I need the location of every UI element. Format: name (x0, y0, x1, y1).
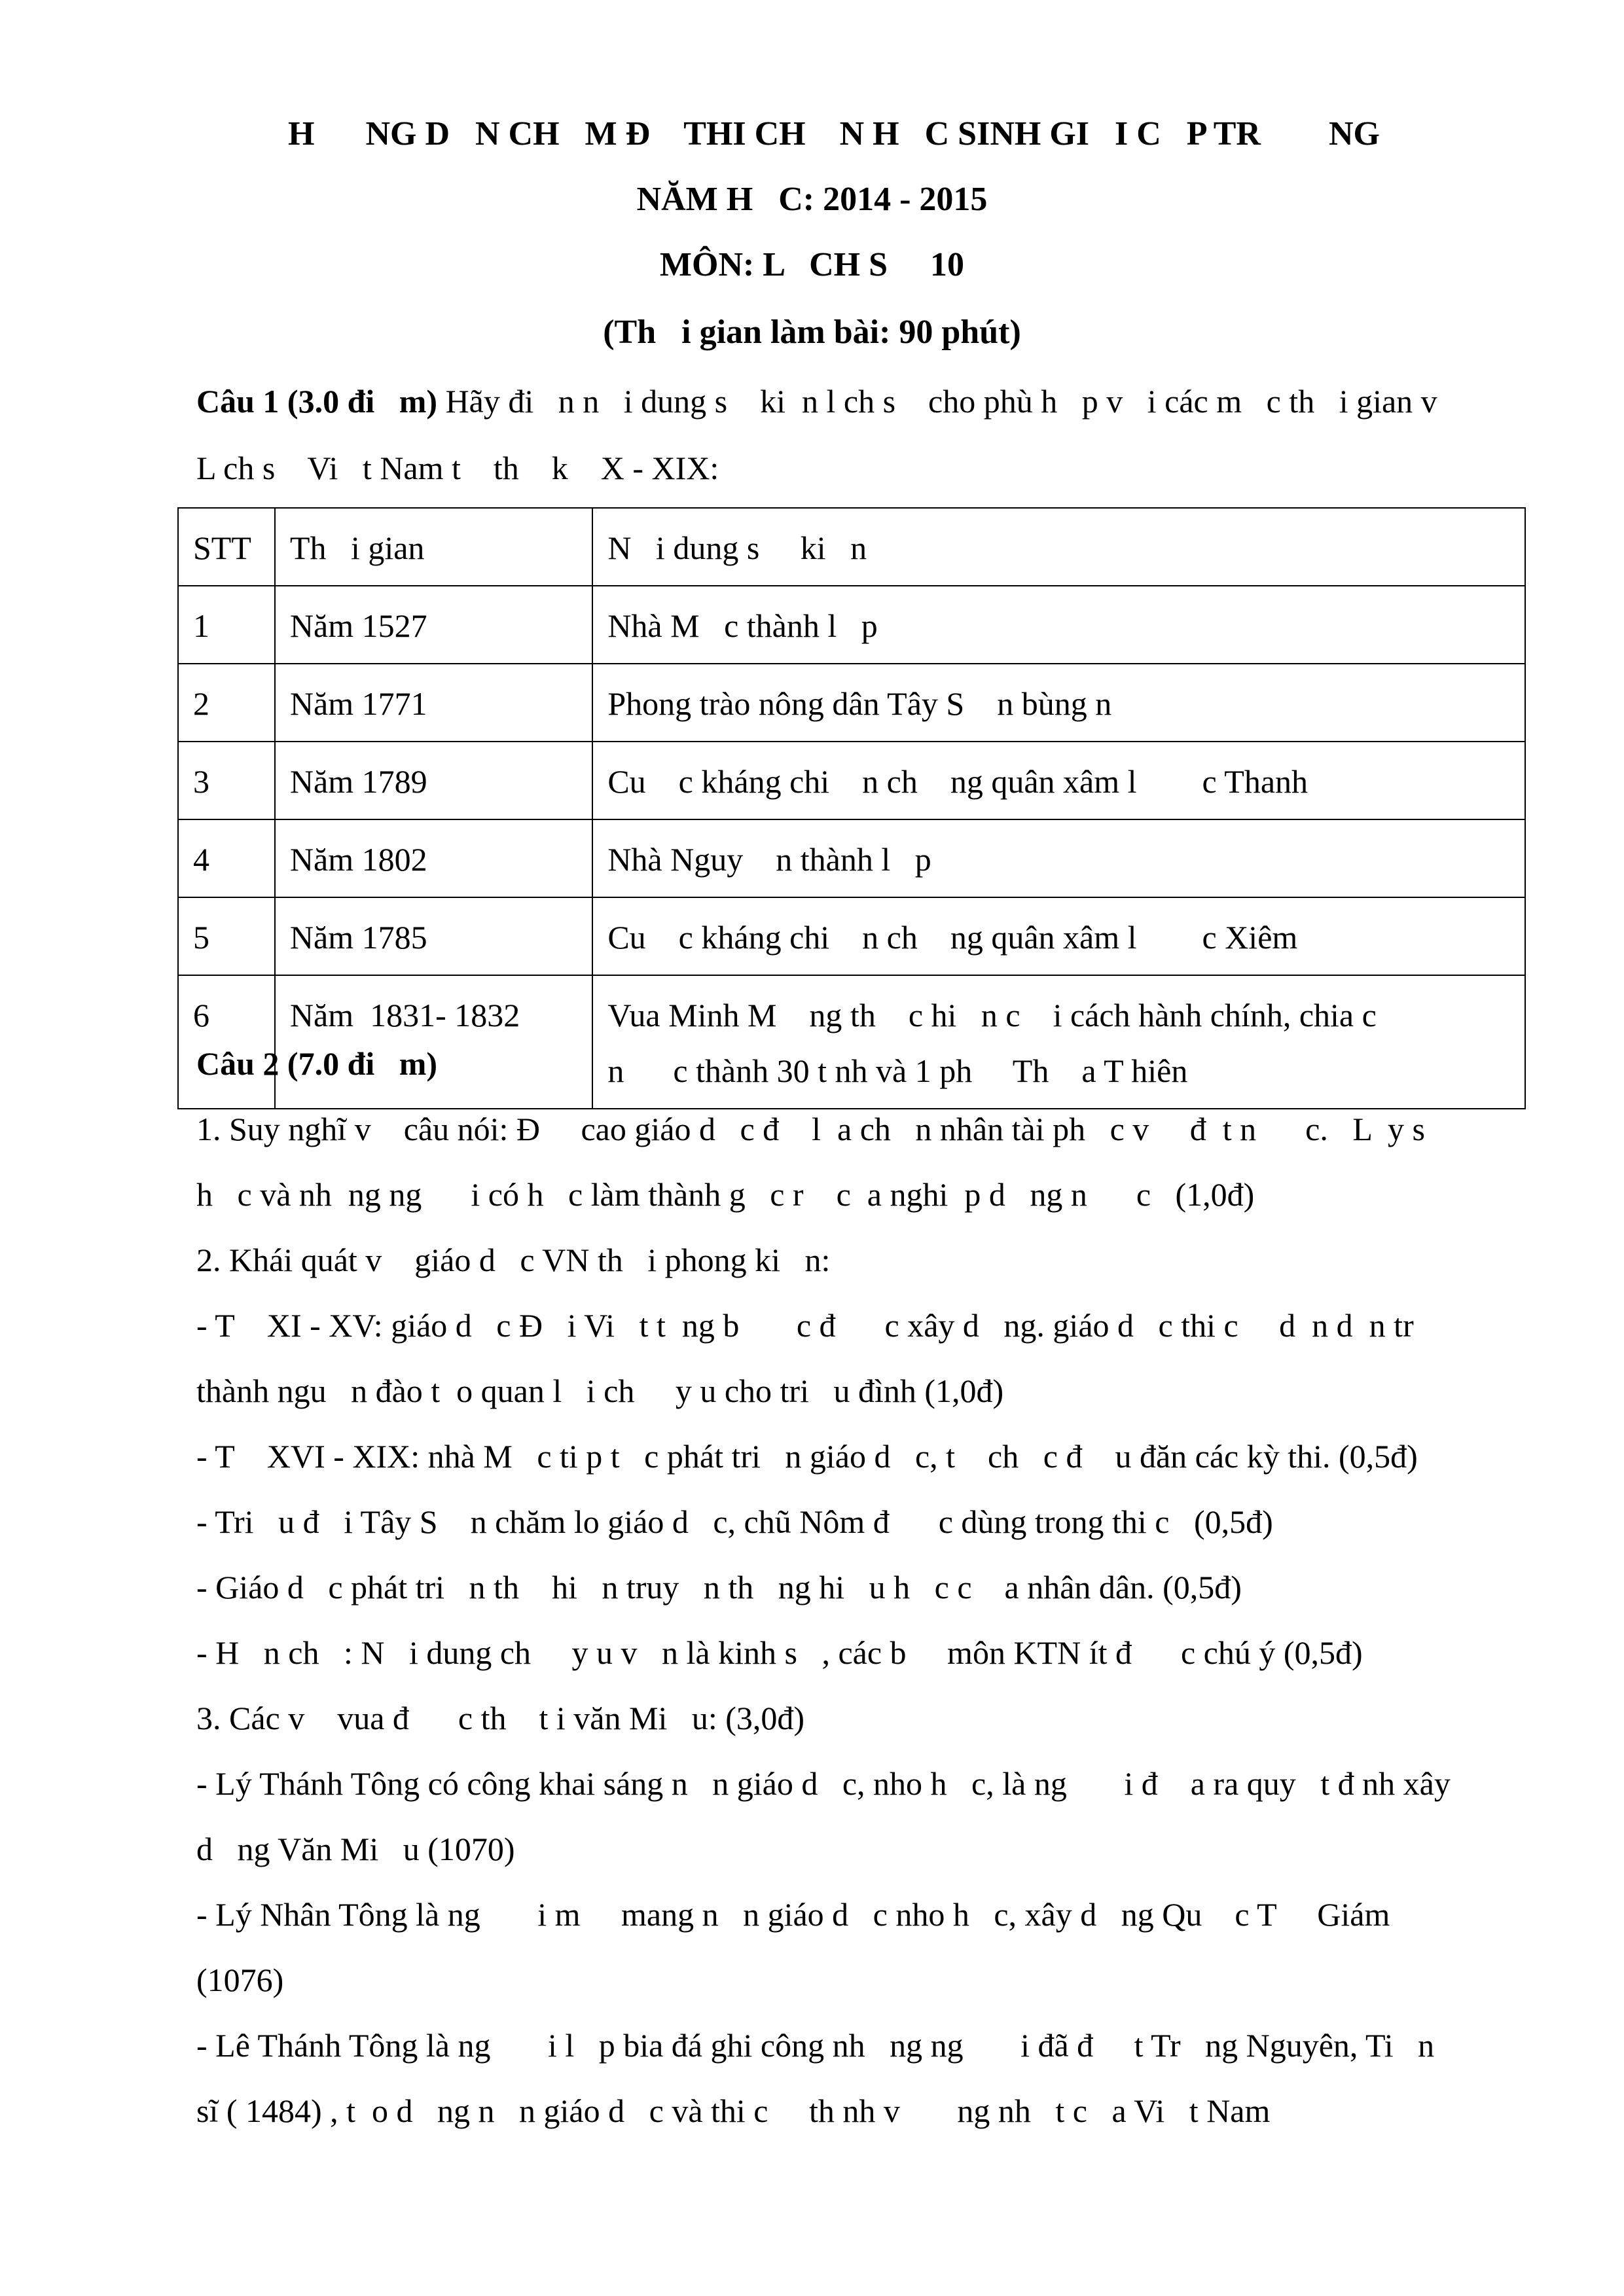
table-row (178, 586, 1525, 664)
table-cell-stt: 5 (178, 897, 275, 975)
table-row (178, 664, 1525, 742)
table-cell-stt: 3 (178, 742, 275, 819)
answer-line: - Giáo d c phát tri n th hi n truy n th ng hi u h c c a nhân dân. (0,5đ) (196, 1569, 1242, 1605)
table-header-event: N i dung s ki n (592, 508, 1525, 586)
table-cell-time: Năm 1785 (275, 897, 592, 975)
table-cell-stt: 2 (178, 664, 275, 742)
answer-line: sĩ ( 1484) , t o d ng n n giáo d c và thi c th nh v ng nh t c a Vi t Nam (196, 2092, 1271, 2129)
table-cell-time: Năm 1802 (275, 819, 592, 897)
answer-line: - Tri u đ i Tây S n chăm lo giáo d c, chũ Nôm đ c dùng trong thi c (0,5đ) (196, 1503, 1273, 1540)
answer-line: - T XVI - XIX: nhà M c ti p t c phát tri n giáo d c, t ch c đ u đăn các kỳ thi. (0,5đ) (196, 1438, 1418, 1475)
table-header-row (178, 508, 1525, 586)
table-cell-time: Năm 1527 (275, 586, 592, 664)
table-cell-stt: 6 (178, 975, 275, 1109)
document-title-subject: MÔN: L CH S 10 (659, 246, 965, 283)
answer-line: 1. Suy nghĩ v câu nói: Đ cao giáo d c đ l a ch n nhân tài ph c v đ t n c. L y s (196, 1111, 1426, 1147)
answer-line: d ng Văn Mi u (1070) (196, 1831, 515, 1867)
answer-line: - Lê Thánh Tông là ng i l p bia đá ghi công nh ng ng i đã đ t Tr ng Nguyên, Ti n (196, 2027, 1435, 2064)
document-title-duration: (Th i gian làm bài: 90 phút) (603, 314, 1021, 351)
table-row (178, 819, 1525, 897)
table-cell-event: Cu c kháng chi n ch ng quân xâm l c Thanh (592, 742, 1525, 819)
answer-line: - Lý Nhân Tông là ng i m mang n n giáo d c nho h c, xây d ng Qu c T Giám (196, 1896, 1390, 1933)
table-cell-stt: 1 (178, 586, 275, 664)
answer-line: 2. Khái quát v giáo d c VN th i phong ki n: (196, 1242, 831, 1278)
table-row (178, 897, 1525, 975)
table-cell-time: Năm 1831- 1832 (275, 975, 592, 1109)
answer-line: 3. Các v vua đ c th t i văn Mi u: (3,0đ) (196, 1700, 805, 1736)
table-row (178, 975, 1525, 1109)
table-cell-stt: 4 (178, 819, 275, 897)
table-row (178, 742, 1525, 819)
question-1-text-part-1: Hãy đi n n i dung s ki n l ch s cho phù h p v i các m c th i gian v (437, 383, 1437, 420)
table-cell-event: Phong trào nông dân Tây S n bùng n (592, 664, 1525, 742)
table-cell-event: Vua Minh M ng th c hi n c i cách hành chính, chia c n c thành 30 t nh và 1 ph Th a T hiên (592, 975, 1525, 1109)
table-cell-event: Nhà Nguy n thành l p (592, 819, 1525, 897)
answer-line: - Lý Thánh Tông có công khai sáng n n giáo d c, nho h c, là ng i đ a ra quy t đ nh xây (196, 1765, 1451, 1802)
table-cell-time: Năm 1771 (275, 664, 592, 742)
table-header-stt: STT (178, 508, 275, 586)
question-1-prompt (196, 385, 1437, 418)
answer-line: h c và nh ng ng i có h c làm thành g c r c a nghi p d ng n c (1,0đ) (196, 1176, 1255, 1213)
table-cell-event: Nhà M c thành l p (592, 586, 1525, 664)
answer-line: thành ngu n đào t o quan l i ch y u cho tri u đình (1,0đ) (196, 1372, 1004, 1409)
document-title-line-1: H NG D N CH M Đ THI CH N H C SINH GI I C P TR NG (288, 115, 1380, 152)
answer-line: (1076) (196, 1962, 284, 1998)
question-1-label: Câu 1 (3.0 đi m) (196, 383, 438, 420)
document-title-school-year: NĂM H C: 2014 - 2015 (636, 181, 988, 218)
table-cell-time: Năm 1789 (275, 742, 592, 819)
question-2-label: Câu 2 (7.0 đi m) (196, 1045, 438, 1082)
events-table (177, 507, 1526, 1109)
answer-line: - H n ch : N i dung ch y u v n là kinh s , các b môn KTN ít đ c chú ý (0,5đ) (196, 1634, 1363, 1671)
table-header-time: Th i gian (275, 508, 592, 586)
table-cell-event: Cu c kháng chi n ch ng quân xâm l c Xiêm (592, 897, 1525, 975)
question-1-text-part-2: L ch s Vi t Nam t th k X - XIX: (196, 450, 719, 486)
answer-line: - T XI - XV: giáo d c Đ i Vi t t ng b c đ c xây d ng. giáo d c thi c d n d n tr (196, 1307, 1414, 1344)
